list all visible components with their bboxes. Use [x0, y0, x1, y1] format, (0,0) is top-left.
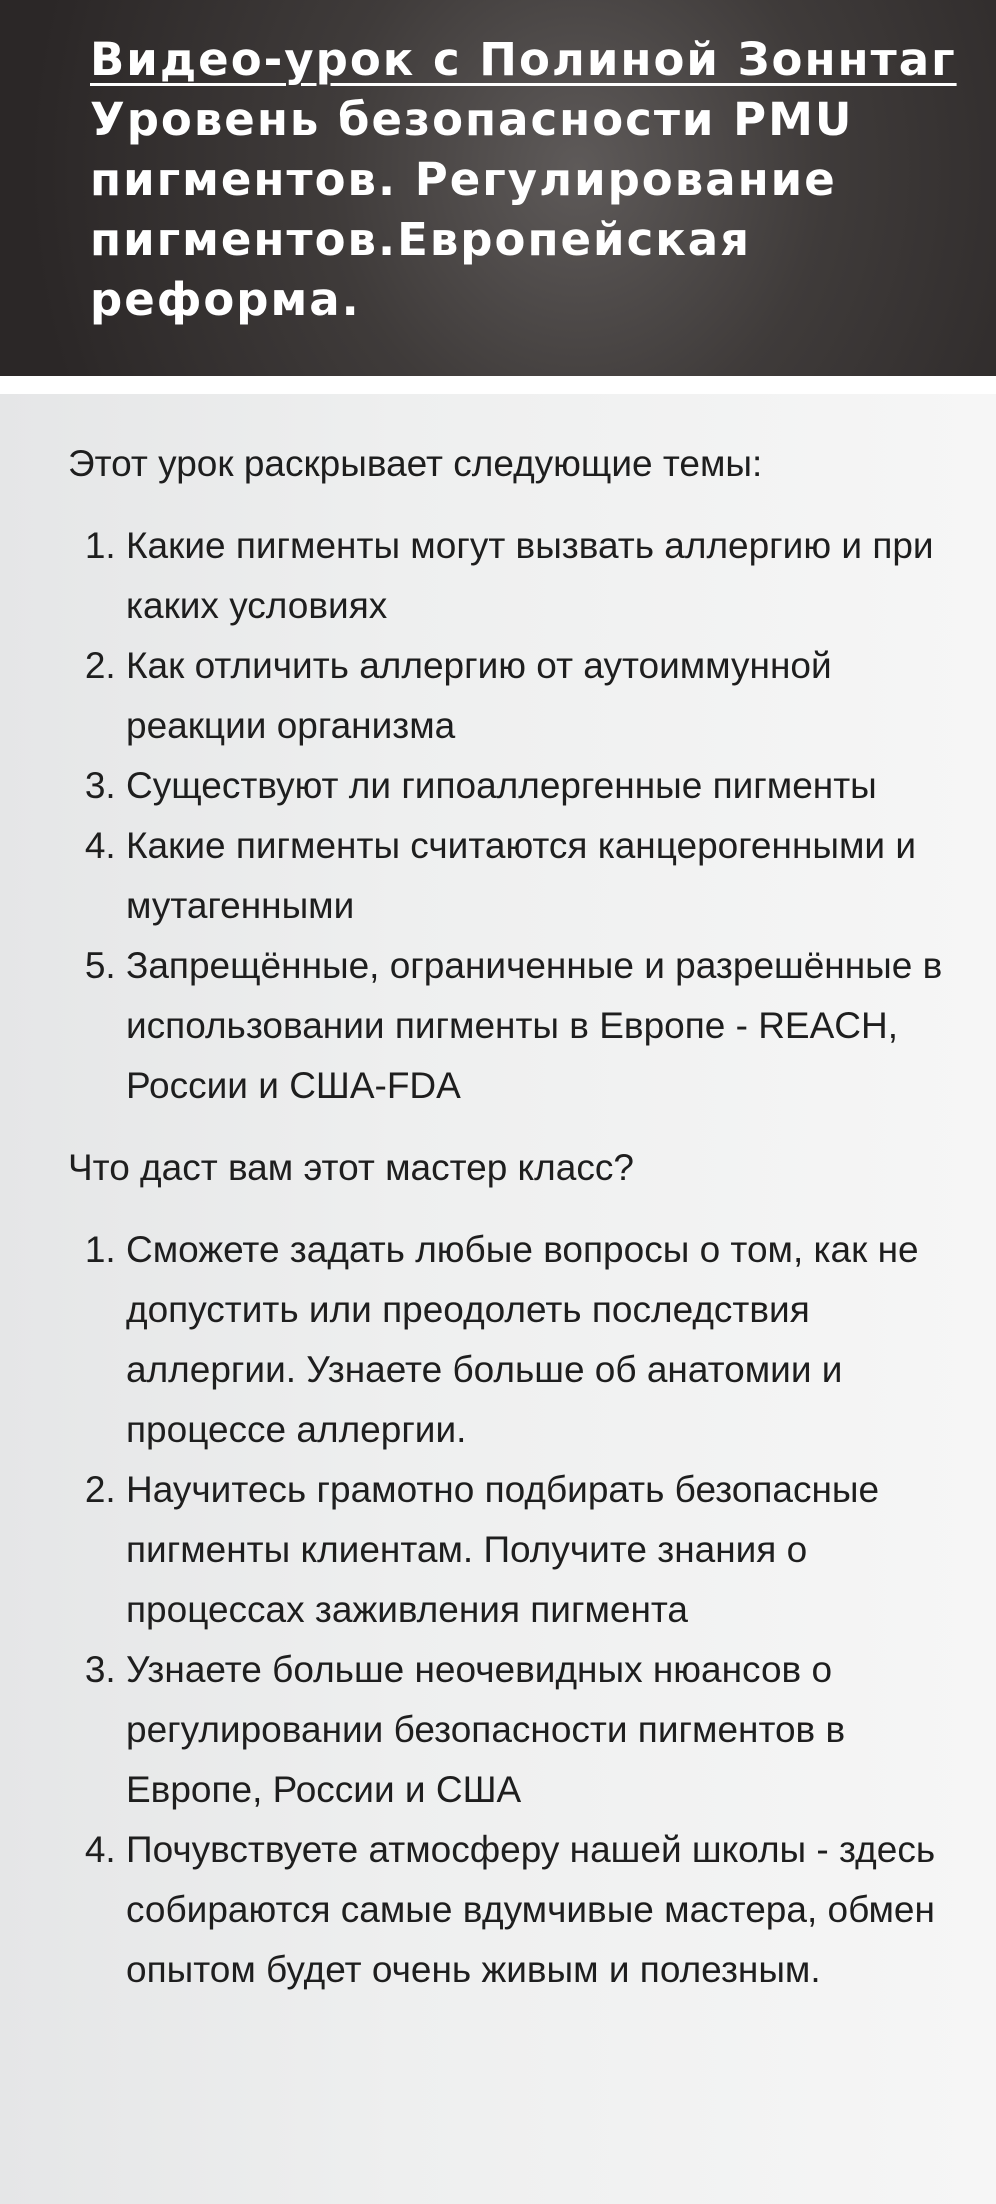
benefits-question: Что даст вам этот мастер класс?	[68, 1147, 634, 1188]
list-item: 3. Узнаете больше неочевидных нюансов о регулировании безопасности пигментов в Европе, России и США	[126, 1640, 956, 1820]
list-item: 2. Как отличить аллергию от аутоиммунной реакции организма	[126, 636, 956, 756]
list-item: 2. Научитесь грамотно подбирать безопасные пигменты клиентам. Получите знания о процессах заживления пигмента	[126, 1460, 956, 1640]
list-item: 4. Почувствуете атмосферу нашей школы - здесь собираются самые вдумчивые мастера, обмен опытом будет очень живым и полезным.	[126, 1820, 956, 2000]
list-item: 3. Существуют ли гипоаллергенные пигменты	[126, 756, 956, 816]
topics-intro: Этот урок раскрывает следующие темы:	[68, 443, 763, 484]
topics-list	[68, 516, 956, 1116]
list-item: 4. Какие пигменты считаются канцерогенными и мутагенными	[126, 816, 956, 936]
video-lesson-title-link[interactable]: Видео-урок с Полиной Зоннтаг	[90, 33, 957, 86]
lesson-description	[0, 394, 996, 2204]
list-item: 1. Сможете задать любые вопросы о том, как не допустить или преодолеть последствия аллергии. Узнаете больше об анатомии и процессе аллергии.	[126, 1220, 956, 1460]
lesson-subtitle: Уровень безопасности PMU пигментов. Регулирование пигментов.Европейская реформа.	[90, 93, 854, 326]
benefits-list	[68, 1220, 956, 2000]
list-item: 5. Запрещённые, ограниченные и разрешённые в использовании пигменты в Европе - REACH, России и США-FDA	[126, 936, 956, 1116]
header-banner	[0, 0, 996, 376]
header-divider	[0, 376, 996, 394]
list-item: 1. Какие пигменты могут вызвать аллергию и при каких условиях	[126, 516, 956, 636]
